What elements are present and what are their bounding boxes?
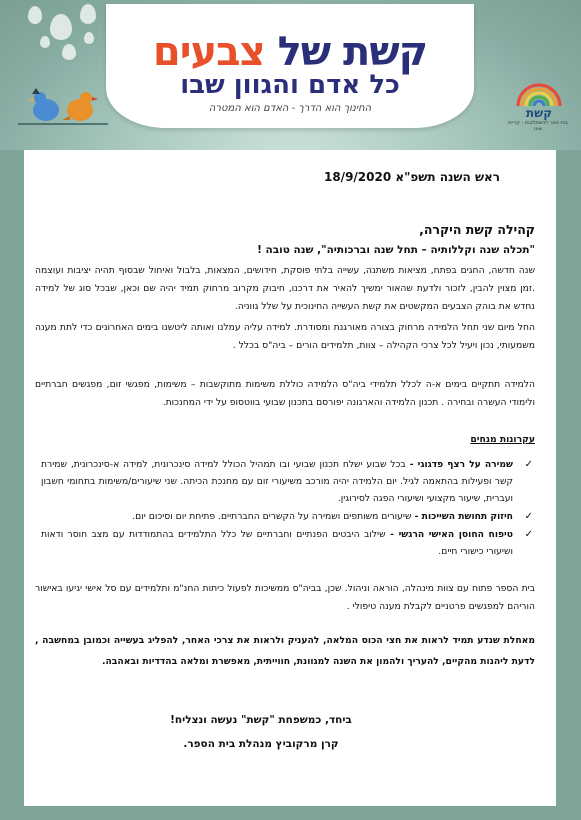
checkmark-icon: ✓ (524, 511, 533, 522)
decorative-drop (84, 32, 94, 44)
signature-line-1: ביחד, כמשפחת "קשת" נעשה ונצליח! (170, 714, 352, 726)
closing-wish: מאחלת שנדע תמיד לראות את חצי הכוס המלאה, להעניק ולראות את צרכי האחר, להפליג בעשייה וכמובן במחשבה , לדעת ליהנות מהקיים, להעריך ולהמון את השנה למגוונת, חווייתית, מאפשרת ומלאה בהדדיות ובאהבה. (35, 635, 535, 667)
principles-header: עקרונות מנחים (470, 434, 535, 445)
signature-line-2: קרן מרקוביץ מנהלת בית הספר. (183, 738, 339, 750)
list-item (41, 526, 535, 560)
decorative-drop (62, 44, 76, 60)
letter-wish: "תכלה שנה וקללותיה – תחל שנה וברכותיה", שנה טובה ! (257, 244, 535, 256)
paragraph-2: החל מיום שני תחל הלמידה מרחוק בצורה מאורגנת ומסודרת. למידה עליה עמלנו ואותה ליטשנו בימים האחרונים כדי לתת מענה משמעותי, נכון ויעיל לכל צרכי הקהילה – צוות, תלמידים הורים – ביה"ס בכלל . (35, 322, 535, 351)
bullet-text: שיעורים משותפים ושמירה על הקשרים החברתיים. פתיחת יום וסיכום יום. (132, 511, 412, 522)
bullet-text: שילוב היבטים הפנתיים וחברתיים של כלל התלמידים בהתמודדות עם מצב חוסר ודאות ושיעורי כישורי חיים. (41, 529, 513, 557)
paragraph-3: הלמידה תתקיים בימים א-ה לכלל תלמידי ביה"ס הלמידה כוללת משימות מתוקשבות – משימות, מפגשי זום, מפגשים חברתיים ולימודי העשרה ובחירה . תכנון הלמידה והארגונה יפורסם בתכנון שבועי בווטסופ על ידי המחנכות. (35, 379, 535, 408)
tagline: החינוך הוא הדרך - האדם הוא המטרה (208, 103, 372, 114)
paragraph-1: שנה חדשה, החגים בפתח, מציאות משתנה, עשייה בלתי פוסקת, חידושים, המצאות, בלבול ואיחול שבסוף תהיה יציבות ועוצמה .זמן מצוין להבין, לזכור ולדעת שהאור ימשיך להאיר את דרכנו, חיבוק מקרוב מרחוק תמיד יהיה שם וכאן, שבכל סוג של למידה נחדש את בוהק הצבעים המקשטים את קשת העשייה החינוכית על שלל גווניה. (35, 265, 535, 312)
letter-greeting: קהילה קשת היקרה, (419, 222, 535, 237)
paragraph-4: בית הספר פתוח עם צוות מינהלה, הוראה וניהול. שכן, בביה"ס ממשיכות לפעול כיתות החנ"מ ותלמידים עם סל אישי יגיעו באישור הוריהם למפגשים פרטניים לקבלת מענה טיפולי . (35, 583, 535, 612)
letter-date: ראש השנה תשפ"א 18/9/2020 (323, 170, 500, 184)
logo-subtext: בית ספר להשתלבות - קריית אונו (508, 120, 568, 132)
school-title: קשת של צבעים (152, 29, 428, 75)
decorative-drop (28, 6, 42, 24)
title-banner (106, 4, 474, 128)
decorative-drop (40, 36, 50, 48)
title-color-word: צבעים (152, 29, 265, 75)
checkmark-icon: ✓ (524, 459, 533, 470)
decorative-drop (50, 14, 72, 40)
list-item (41, 508, 535, 525)
bullet-title: שמירה על רצף פדגוגי - (405, 459, 513, 470)
checkmark-icon: ✓ (524, 529, 533, 540)
logo-text: קשת (525, 106, 553, 120)
bullet-text: בכל שבוע ישלח תכנון שבועי ובו תמהיל הכולל למידה סינכרונית, למידה א-סינכרונית, שמירת קשר ופעילות בהתאמה לגיל. יום הלמידה יהיה מורכב משיעורי זום עם מחנכת הכיתה. שני שיעורים/משימות בתחומי חשבון ועברית, שיעור מקצועי ושיעורי הפגה לסירוגין. (41, 459, 513, 504)
bullet-title: טיפוח החוסן האישי הרגשי - (385, 529, 513, 540)
decorative-drop (80, 4, 96, 24)
list-item (41, 456, 535, 507)
school-subtitle: כל אדם והגוון שבו (180, 70, 400, 100)
principles-list (41, 456, 535, 561)
bullet-title: חיזוק תחושת השייכות - (411, 511, 513, 522)
birds-illustration (18, 80, 108, 130)
